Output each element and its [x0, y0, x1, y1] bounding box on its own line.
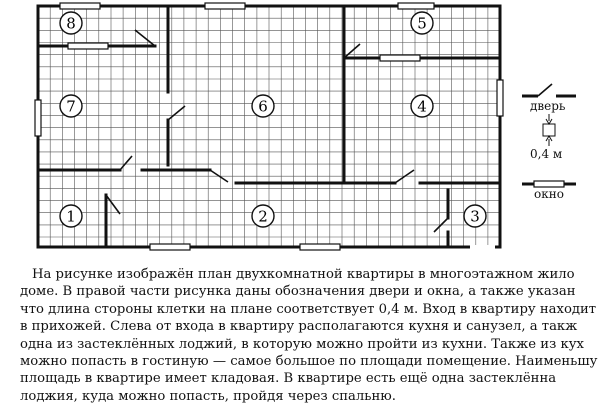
description-line: в прихожей. Слева от входа в квартиру располагаются кухня и санузел, а такж — [20, 319, 578, 335]
room-3-number: 3 — [470, 207, 480, 226]
description-line: площадь в квартире имеет кладовая. В квартире есть ещё одна застеклённа — [20, 371, 557, 387]
window-icon — [150, 244, 190, 250]
door-icon — [120, 156, 132, 170]
room-7-number: 7 — [66, 97, 76, 116]
room-4-label — [411, 95, 433, 117]
room-labels — [60, 12, 486, 227]
room-6-number: 6 — [258, 97, 268, 116]
window-icon — [60, 3, 100, 9]
description-line: На рисунке изображён план двухкомнатной квартиры в многоэтажном жило — [32, 267, 575, 282]
window-icon — [497, 80, 503, 116]
room-8-number: 8 — [66, 14, 76, 33]
window-icon — [300, 244, 340, 250]
room-1-label — [60, 205, 82, 227]
room-2-number: 2 — [258, 207, 268, 226]
room-5-label — [411, 12, 433, 34]
room-4-number: 4 — [417, 97, 427, 116]
description-line: лоджия, куда можно попасть, пройдя через спальню. — [20, 388, 396, 404]
legend-window-label: окно — [534, 187, 564, 201]
room-1-number: 1 — [66, 207, 76, 226]
legend-door-label: дверь — [530, 99, 566, 113]
description-line: можно попасть в гостиную — самое большое по площади помещение. Наименьшу — [20, 354, 598, 370]
room-7-label — [60, 95, 82, 117]
description-line: что длина стороны клетки на плане соответствует 0,4 м. Вход в квартиру находит — [20, 301, 597, 317]
room-8-label — [60, 12, 82, 34]
room-3-label — [464, 205, 486, 227]
room-6-label — [252, 95, 274, 117]
window-icon — [35, 100, 41, 136]
legend-door-icon — [538, 84, 552, 96]
window-icon — [205, 3, 245, 9]
door-icon — [168, 106, 185, 120]
description-line: одна из застеклённых лоджий, в которую можно пройти из кухни. Также из кух — [20, 336, 584, 352]
legend-scale-label: 0,4 м — [530, 147, 563, 161]
room-5-number: 5 — [417, 14, 427, 33]
description-text — [20, 266, 608, 405]
room-2-label — [252, 205, 274, 227]
description-line: доме. В правой части рисунка даны обозначения двери и окна, а также указан — [20, 284, 576, 300]
door-icon — [344, 44, 360, 58]
door-icon — [135, 30, 155, 46]
legend-cell — [543, 124, 555, 136]
window-icon — [68, 43, 108, 49]
door-icon — [106, 195, 120, 214]
window-icon — [398, 3, 434, 9]
window-icon — [380, 55, 420, 61]
